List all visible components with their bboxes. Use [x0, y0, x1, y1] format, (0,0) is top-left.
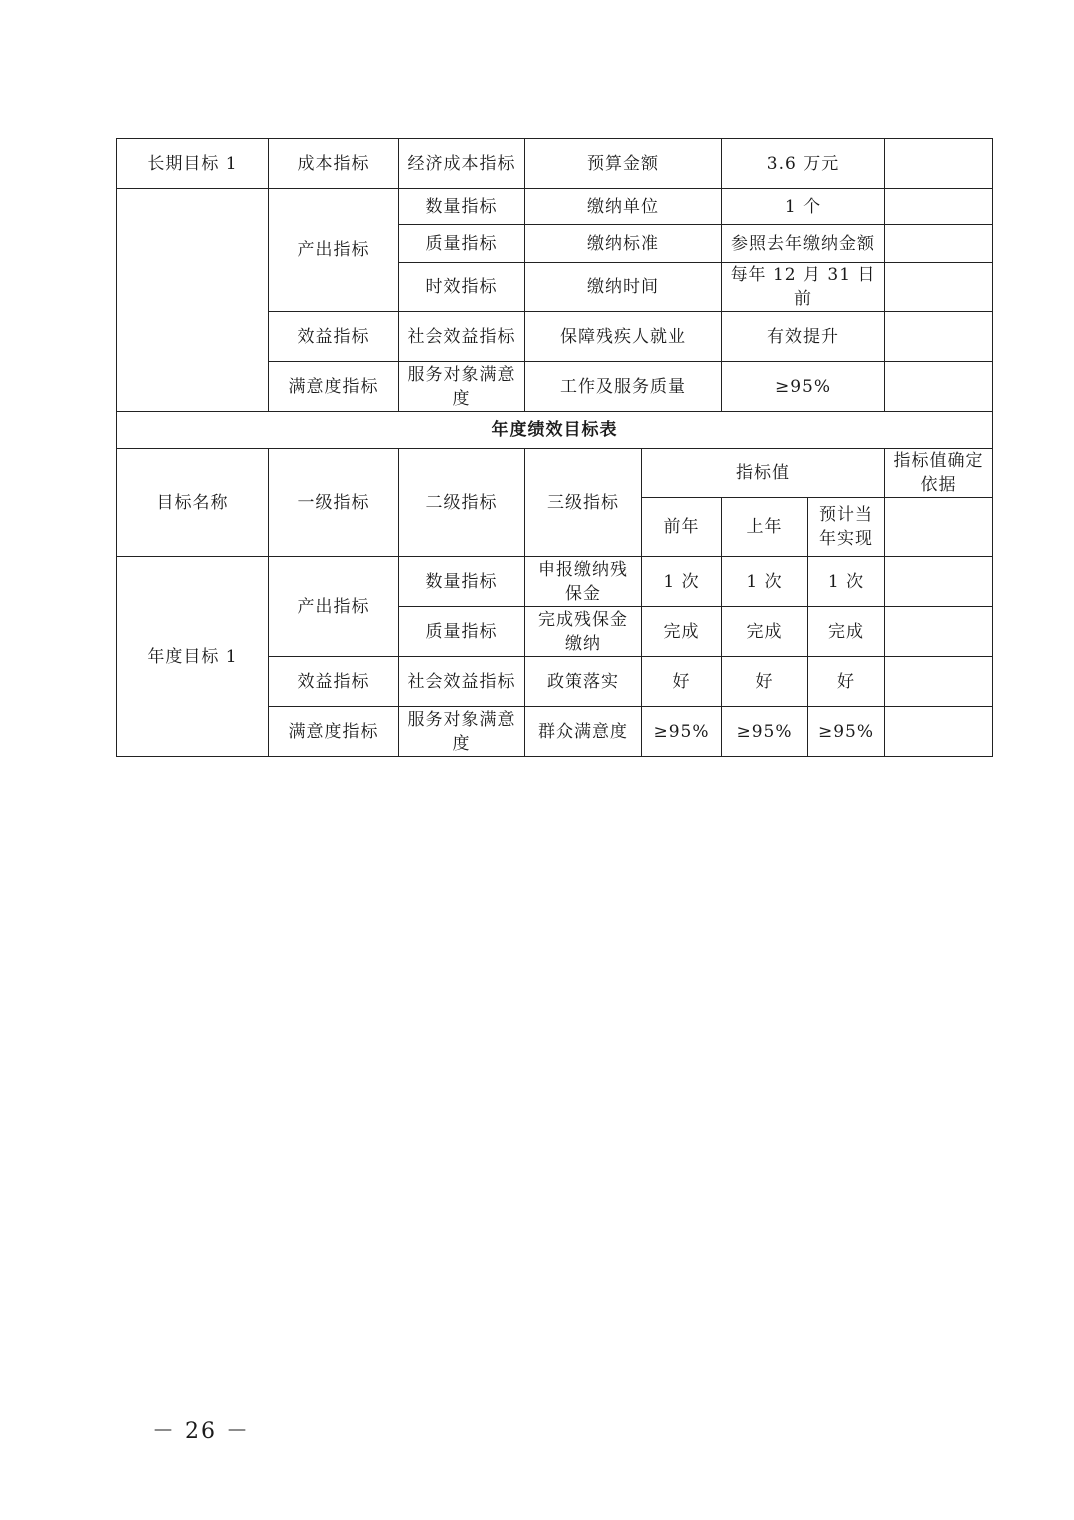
this-year-cell: ≥95% [808, 707, 885, 757]
level3-cell: 工作及服务质量 [525, 362, 722, 412]
level1-cell: 效益指标 [269, 312, 399, 362]
level2-cell: 服务对象满意度 [399, 362, 525, 412]
basis-cell [885, 362, 993, 412]
goal-name-cell-empty [117, 189, 269, 412]
level2-cell: 时效指标 [399, 263, 525, 312]
basis-cell [885, 139, 993, 189]
level1-cell: 产出指标 [269, 189, 399, 312]
header-last-year: 上年 [722, 498, 808, 557]
level3-cell: 缴纳时间 [525, 263, 722, 312]
table-row [117, 189, 993, 225]
header-goal-name: 目标名称 [117, 449, 269, 557]
basis-cell [885, 225, 993, 263]
performance-target-table [116, 138, 993, 757]
table-row [117, 412, 993, 449]
last-year-cell: 完成 [722, 607, 808, 657]
level2-cell: 数量指标 [399, 557, 525, 607]
last-year-cell: ≥95% [722, 707, 808, 757]
value-cell: 每年 12 月 31 日前 [722, 263, 885, 312]
value-cell: 1 个 [722, 189, 885, 225]
basis-cell [885, 263, 993, 312]
level2-cell: 社会效益指标 [399, 312, 525, 362]
level3-cell: 保障残疾人就业 [525, 312, 722, 362]
header-level1: 一级指标 [269, 449, 399, 557]
level3-cell: 缴纳单位 [525, 189, 722, 225]
level2-cell: 社会效益指标 [399, 657, 525, 707]
level3-cell: 申报缴纳残保金 [525, 557, 642, 607]
basis-cell [885, 557, 993, 607]
header-level3: 三级指标 [525, 449, 642, 557]
value-cell: 参照去年缴纳金额 [722, 225, 885, 263]
prev-year-cell: ≥95% [642, 707, 722, 757]
basis-cell [885, 189, 993, 225]
level3-cell: 群众满意度 [525, 707, 642, 757]
level1-cell: 满意度指标 [269, 707, 399, 757]
header-this-year: 预计当年实现 [808, 498, 885, 557]
table-row [117, 557, 993, 607]
value-cell: 3.6 万元 [722, 139, 885, 189]
level2-cell: 服务对象满意度 [399, 707, 525, 757]
header-basis-empty [885, 498, 993, 557]
prev-year-cell: 好 [642, 657, 722, 707]
level1-cell: 产出指标 [269, 557, 399, 657]
table-header-row [117, 449, 993, 498]
last-year-cell: 好 [722, 657, 808, 707]
goal-name-cell: 长期目标 1 [117, 139, 269, 189]
header-prev-year: 前年 [642, 498, 722, 557]
prev-year-cell: 1 次 [642, 557, 722, 607]
header-level2: 二级指标 [399, 449, 525, 557]
this-year-cell: 1 次 [808, 557, 885, 607]
level1-cell: 成本指标 [269, 139, 399, 189]
page-number: － 26 － [152, 1419, 250, 1444]
level2-cell: 质量指标 [399, 607, 525, 657]
last-year-cell: 1 次 [722, 557, 808, 607]
goal-name-cell: 年度目标 1 [117, 557, 269, 757]
header-indicator-value: 指标值 [642, 449, 885, 498]
level3-cell: 预算金额 [525, 139, 722, 189]
level1-cell: 满意度指标 [269, 362, 399, 412]
level3-cell: 政策落实 [525, 657, 642, 707]
basis-cell [885, 657, 993, 707]
level3-cell: 完成残保金缴纳 [525, 607, 642, 657]
basis-cell [885, 607, 993, 657]
basis-cell [885, 312, 993, 362]
this-year-cell: 完成 [808, 607, 885, 657]
basis-cell [885, 707, 993, 757]
section-title: 年度绩效目标表 [117, 412, 993, 449]
level2-cell: 质量指标 [399, 225, 525, 263]
level3-cell: 缴纳标准 [525, 225, 722, 263]
level2-cell: 经济成本指标 [399, 139, 525, 189]
header-basis: 指标值确定依据 [885, 449, 993, 498]
prev-year-cell: 完成 [642, 607, 722, 657]
this-year-cell: 好 [808, 657, 885, 707]
value-cell: ≥95% [722, 362, 885, 412]
value-cell: 有效提升 [722, 312, 885, 362]
level2-cell: 数量指标 [399, 189, 525, 225]
table-row [117, 139, 993, 189]
level1-cell: 效益指标 [269, 657, 399, 707]
